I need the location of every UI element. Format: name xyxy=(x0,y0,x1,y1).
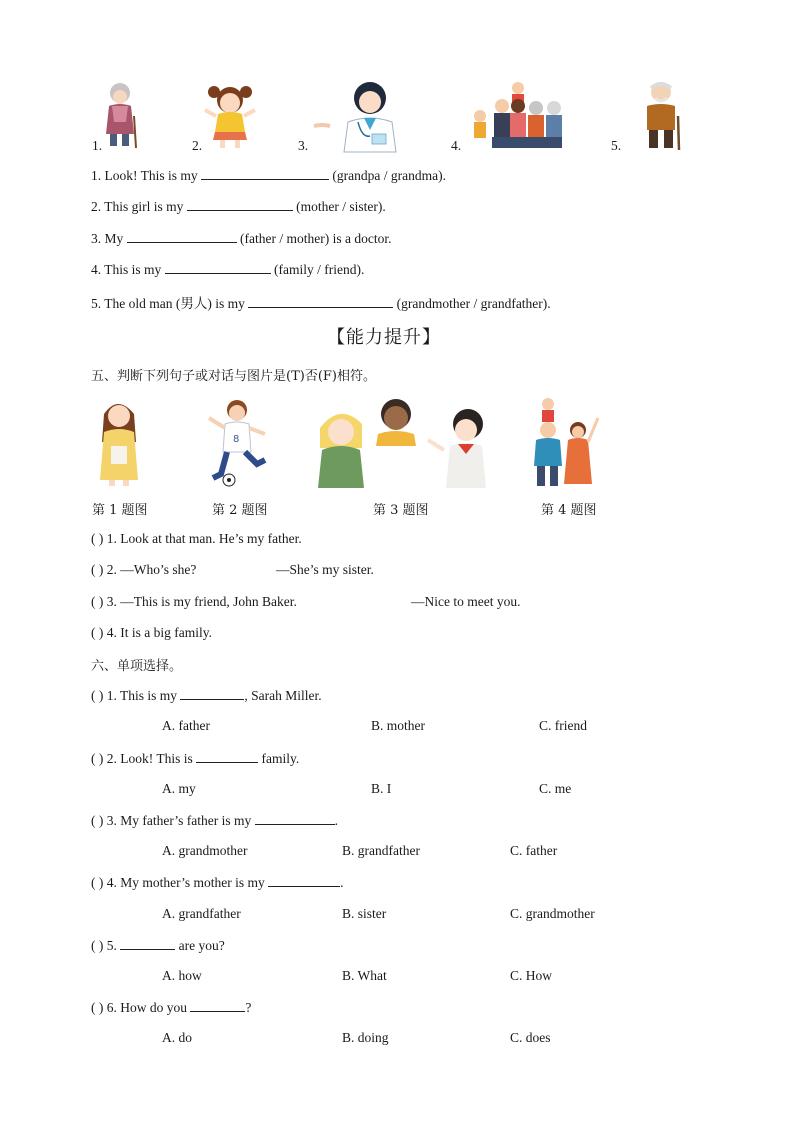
girl-illustration xyxy=(203,80,257,150)
tf-item-2-reply: —She’s my sister. xyxy=(276,562,374,577)
option-6a[interactable]: A. do xyxy=(162,1030,192,1045)
answer-blank[interactable] xyxy=(180,687,244,700)
svg-text:8: 8 xyxy=(233,434,240,445)
caption-4: 第 4 题图 xyxy=(541,503,597,518)
option-4b[interactable]: B. sister xyxy=(342,906,387,921)
answer-blank[interactable] xyxy=(201,167,329,180)
family-illustration xyxy=(466,80,564,150)
option-2b[interactable]: B. I xyxy=(371,781,392,796)
mother-illustration xyxy=(96,396,142,488)
answer-bracket[interactable]: ( ) xyxy=(91,688,104,703)
option-2c[interactable]: C. me xyxy=(539,781,572,796)
answer-blank[interactable] xyxy=(127,230,237,243)
option-3b[interactable]: B. grandfather xyxy=(342,843,420,858)
tf-item-1: ( ) 1. Look at that man. He’s my father. xyxy=(91,531,302,546)
answer-bracket[interactable]: ( ) xyxy=(91,562,104,577)
question-4-2: 2. This girl is my (mother / sister). xyxy=(91,199,386,214)
option-6c[interactable]: C. does xyxy=(510,1030,551,1045)
option-2a[interactable]: A. my xyxy=(162,781,196,796)
caption-1: 第 1 题图 xyxy=(92,503,148,518)
mc-question-3: ( ) 3. My father’s father is my . xyxy=(91,813,338,828)
mc-question-4: ( ) 4. My mother’s mother is my . xyxy=(91,875,344,890)
option-3a[interactable]: A. grandmother xyxy=(162,843,248,858)
tf-item-3-reply: —Nice to meet you. xyxy=(411,594,521,609)
doctor-illustration xyxy=(312,78,400,152)
caption-3: 第 3 题图 xyxy=(373,503,429,518)
friends-illustration xyxy=(316,394,492,490)
answer-bracket[interactable]: ( ) xyxy=(91,875,104,890)
caption-2: 第 2 题图 xyxy=(212,503,268,518)
option-6b[interactable]: B. doing xyxy=(342,1030,389,1045)
option-1a[interactable]: A. father xyxy=(162,718,210,733)
answer-bracket[interactable]: ( ) xyxy=(91,938,104,953)
option-1b[interactable]: B. mother xyxy=(371,718,425,733)
section-5-heading: 五、判断下列句子或对话与图片是(T)否(F)相符。 xyxy=(91,369,376,384)
tf-item-2: ( ) 2. —Who’s she? xyxy=(91,562,197,577)
question-4-5: 5. The old man (男人) is my (grandmother / grandfather). xyxy=(91,296,551,311)
answer-blank[interactable] xyxy=(196,750,258,763)
pic-number-2: 2. xyxy=(192,138,203,153)
answer-bracket[interactable]: ( ) xyxy=(91,531,104,546)
tf-item-4: ( ) 4. It is a big family. xyxy=(91,625,212,640)
answer-blank[interactable] xyxy=(120,937,175,950)
soccer-boy-illustration xyxy=(205,398,269,488)
grandpa-illustration xyxy=(641,80,685,152)
tf-item-3: ( ) 3. —This is my friend, John Baker. xyxy=(91,594,297,609)
option-4a[interactable]: A. grandfather xyxy=(162,906,241,921)
answer-blank[interactable] xyxy=(268,874,340,887)
option-5b[interactable]: B. What xyxy=(342,968,387,983)
pic-number-3: 3. xyxy=(298,138,309,153)
section-6-heading: 六、单项选择。 xyxy=(91,659,183,674)
answer-bracket[interactable]: ( ) xyxy=(91,625,104,640)
answer-blank[interactable] xyxy=(165,261,271,274)
mc-question-6: ( ) 6. How do you ? xyxy=(91,1000,252,1015)
pic-number-1: 1. xyxy=(92,138,103,153)
pic-number-4: 4. xyxy=(451,138,462,153)
answer-blank[interactable] xyxy=(190,999,245,1012)
answer-bracket[interactable]: ( ) xyxy=(91,1000,104,1015)
answer-blank[interactable] xyxy=(187,198,293,211)
question-4-4: 4. This is my (family / friend). xyxy=(91,262,365,277)
option-5c[interactable]: C. How xyxy=(510,968,553,983)
answer-blank[interactable] xyxy=(248,295,393,308)
answer-bracket[interactable]: ( ) xyxy=(91,594,104,609)
answer-bracket[interactable]: ( ) xyxy=(91,813,104,828)
mc-question-5: ( ) 5. are you? xyxy=(91,938,225,953)
grandma-illustration xyxy=(100,82,144,150)
mc-question-1: ( ) 1. This is my , Sarah Miller. xyxy=(91,688,322,703)
section-title: 【能力提升】 xyxy=(327,327,441,348)
pic-number-5: 5. xyxy=(611,138,622,153)
option-3c[interactable]: C. father xyxy=(510,843,558,858)
answer-bracket[interactable]: ( ) xyxy=(91,751,104,766)
option-5a[interactable]: A. how xyxy=(162,968,202,983)
option-4c[interactable]: C. grandmother xyxy=(510,906,595,921)
answer-blank[interactable] xyxy=(255,812,335,825)
option-1c[interactable]: C. friend xyxy=(539,718,587,733)
question-4-1: 1. Look! This is my (grandpa / grandma). xyxy=(91,168,446,183)
question-4-3: 3. My (father / mother) is a doctor. xyxy=(91,231,392,246)
happy-family-illustration xyxy=(528,396,602,488)
mc-question-2: ( ) 2. Look! This is family. xyxy=(91,751,300,766)
